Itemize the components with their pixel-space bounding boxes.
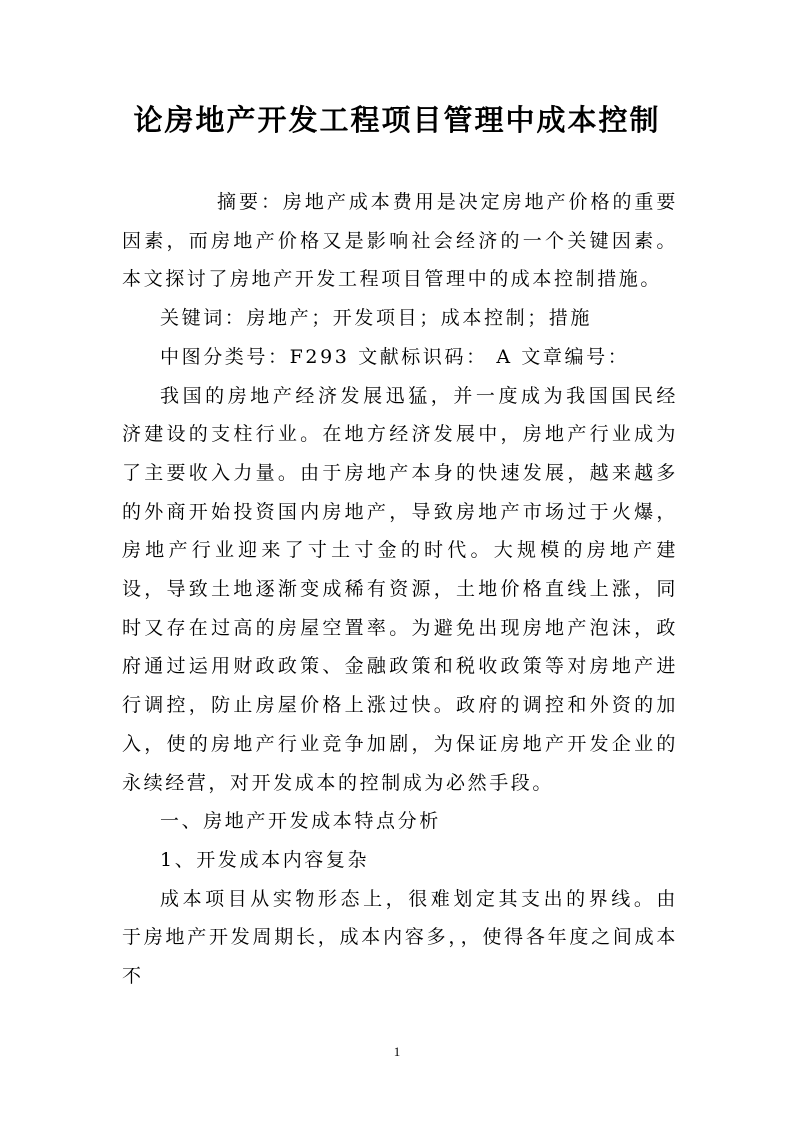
abstract-paragraph: 摘要：房地产成本费用是决定房地产价格的重要因素，而房地产价格又是影响社会经济的一个关键因素。本文探讨了房地产开发工程项目管理中的成本控制措施。: [122, 191, 678, 291]
keywords-line: 关键词：房地产；开发项目；成本控制；措施: [160, 307, 593, 330]
section-heading: 一、房地产开发成本特点分析: [160, 810, 441, 833]
classification-line: 中图分类号：F293 文献标识码： A 文章编号：: [160, 345, 630, 368]
subsection-heading: 1、开发成本内容复杂: [160, 848, 370, 871]
body-paragraph: 成本项目从实物形态上，很难划定其支出的界线。由于房地产开发周期长，成本内容多，，使得各年度之间成本不: [122, 887, 678, 988]
document-title: 论房地产开发工程项目管理中成本控制: [133, 103, 661, 137]
intro-paragraph: 我国的房地产经济发展迅猛，并一度成为我国国民经济建设的支柱行业。在地方经济发展中，房地产行业成为了主要收入力量。由于房地产本身的快速发展，越来越多的外商开始投资国内房地产，导致房地产市场过于火爆，房地产行业迎来了寸土寸金的时代。大规模的房地产建设，导致土地逐渐变成稀有资源，土地价格直线上涨，同时又存在过高的房屋空置率。为避免出现房地产泡沫，政府通过运用财政政策、金融政策和税收政策等对房地产进行调控，防止房屋价格上涨过快。政府的调控和外资的加入，使的房地产行业竞争加剧，为保证房地产开发企业的永续经营，对开发成本的控制成为必然手段。: [122, 384, 678, 794]
document-body: [122, 183, 678, 996]
page-number: 1: [393, 1044, 401, 1059]
